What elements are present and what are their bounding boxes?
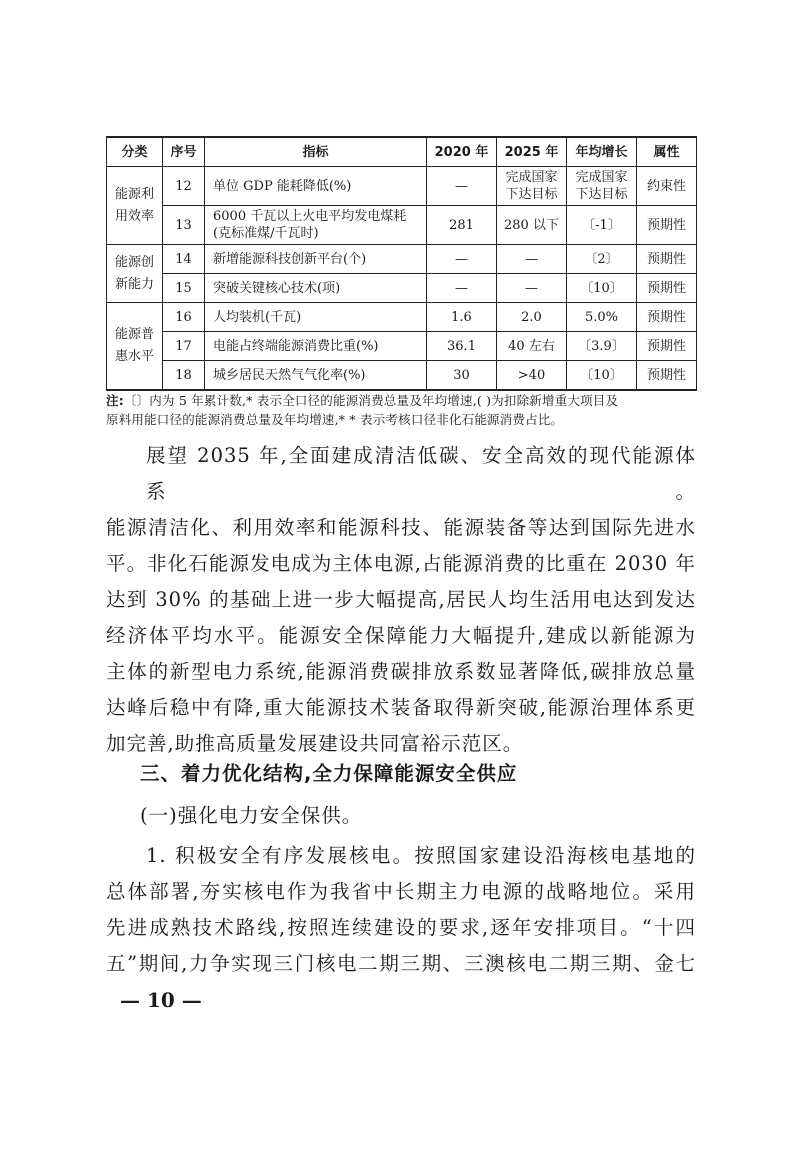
paragraph-line: 能源清洁化、利用效率和能源科技、能源装备等达到国际先进水 (106, 516, 696, 539)
attribute-cell: 预期性 (637, 274, 697, 303)
growth-cell: 〔-1〕 (567, 206, 637, 245)
category-cell: 能源创新能力 (107, 245, 163, 303)
nuclear-paragraph (106, 838, 696, 982)
value-2025-cell: — (497, 245, 567, 274)
table-row (107, 274, 697, 303)
indicator-cell: 突破关键核心技术(项) (205, 274, 427, 303)
table-header-row (107, 137, 697, 167)
table-row (107, 332, 697, 361)
section-heading: 三、着力优化结构,全力保障能源安全供应 (140, 762, 518, 785)
indicator-cell: 6000 千瓦以上火电平均发电煤耗(克标准煤/千瓦时) (205, 206, 427, 245)
attribute-cell: 预期性 (637, 245, 697, 274)
note-label: 注: (106, 393, 124, 408)
paragraph-line: 主体的新型电力系统,能源消费碳排放系数显著降低,碳排放总量 (106, 660, 696, 683)
number-cell: 17 (163, 332, 205, 361)
paragraph-line: 总体部署,夯实核电作为我省中长期主力电源的战略地位。采用 (106, 880, 696, 903)
indicator-table (106, 136, 697, 391)
paragraph-line: 加完善,助推高质量发展建设共同富裕示范区。 (106, 732, 524, 755)
header-attribute: 属性 (637, 137, 697, 167)
table-row (107, 361, 697, 391)
table-row (107, 245, 697, 274)
category-cell: 能源普惠水平 (107, 303, 163, 391)
value-2020-cell: — (427, 245, 497, 274)
value-2020-cell: 30 (427, 361, 497, 391)
attribute-cell: 约束性 (637, 167, 697, 206)
paragraph-line: 五”期间,力争实现三门核电二期三期、三澳核电二期三期、金七 (106, 952, 696, 975)
growth-cell: 〔2〕 (567, 245, 637, 274)
header-2025: 2025 年 (497, 137, 567, 167)
attribute-cell: 预期性 (637, 332, 697, 361)
value-2025-cell: 280 以下 (497, 206, 567, 245)
header-category: 分类 (107, 137, 163, 167)
value-2025-cell: — (497, 274, 567, 303)
table-note (106, 391, 706, 429)
table-row (107, 303, 697, 332)
attribute-cell: 预期性 (637, 361, 697, 391)
number-cell: 12 (163, 167, 205, 206)
growth-cell: 〔3.9〕 (567, 332, 637, 361)
vision-paragraph (106, 438, 696, 762)
indicator-cell: 新增能源科技创新平台(个) (205, 245, 427, 274)
header-number: 序号 (163, 137, 205, 167)
value-2020-cell: 36.1 (427, 332, 497, 361)
value-2020-cell: — (427, 274, 497, 303)
table-row (107, 206, 697, 245)
paragraph-line: 达峰后稳中有降,重大能源技术装备取得新突破,能源治理体系更 (106, 696, 696, 719)
indicator-cell: 单位 GDP 能耗降低(%) (205, 167, 427, 206)
indicator-cell: 城乡居民天然气气化率(%) (205, 361, 427, 391)
indicator-cell: 电能占终端能源消费比重(%) (205, 332, 427, 361)
value-2025-cell: 完成国家下达目标 (497, 167, 567, 206)
value-2025-cell: 2.0 (497, 303, 567, 332)
paragraph-line: 经济体平均水平。能源安全保障能力大幅提升,建成以新能源为 (106, 624, 696, 647)
subsection-heading: (一)强化电力安全保供。 (140, 804, 363, 827)
value-2020-cell: 1.6 (427, 303, 497, 332)
paragraph-line: 达到 30% 的基础上进一步大幅提高,居民人均生活用电达到发达 (106, 588, 696, 611)
growth-cell: 5.0% (567, 303, 637, 332)
attribute-cell: 预期性 (637, 206, 697, 245)
paragraph-line: 展望 2035 年,全面建成清洁低碳、安全高效的现代能源体系。 (146, 444, 696, 503)
indicator-cell: 人均装机(千瓦) (205, 303, 427, 332)
growth-cell: 完成国家下达目标 (567, 167, 637, 206)
value-2025-cell: >40 (497, 361, 567, 391)
note-line-2: 原料用能口径的能源消费总量及年均增速,* * 表示考核口径非化石能源消费占比。 (106, 412, 564, 427)
value-2020-cell: 281 (427, 206, 497, 245)
note-line-1: 〔〕内为 5 年累计数,* 表示全口径的能源消费总量及年均增速,( )为扣除新增重大项目及 (123, 393, 619, 408)
category-cell: 能源利用效率 (107, 167, 163, 245)
header-2020: 2020 年 (427, 137, 497, 167)
header-indicator: 指标 (205, 137, 427, 167)
table-row (107, 167, 697, 206)
number-cell: 13 (163, 206, 205, 245)
growth-cell: 〔10〕 (567, 361, 637, 391)
number-cell: 15 (163, 274, 205, 303)
number-cell: 16 (163, 303, 205, 332)
number-cell: 18 (163, 361, 205, 391)
value-2025-cell: 40 左右 (497, 332, 567, 361)
growth-cell: 〔10〕 (567, 274, 637, 303)
paragraph-line: 先进成熟技术路线,按照连续建设的要求,逐年安排项目。“十四 (106, 916, 696, 939)
attribute-cell: 预期性 (637, 303, 697, 332)
paragraph-line: 1. 积极安全有序发展核电。按照国家建设沿海核电基地的 (146, 844, 696, 867)
header-growth: 年均增长 (567, 137, 637, 167)
paragraph-line: 平。非化石能源发电成为主体电源,占能源消费的比重在 2030 年 (106, 552, 696, 575)
page-number: — 10 — (120, 988, 202, 1012)
number-cell: 14 (163, 245, 205, 274)
value-2020-cell: — (427, 167, 497, 206)
